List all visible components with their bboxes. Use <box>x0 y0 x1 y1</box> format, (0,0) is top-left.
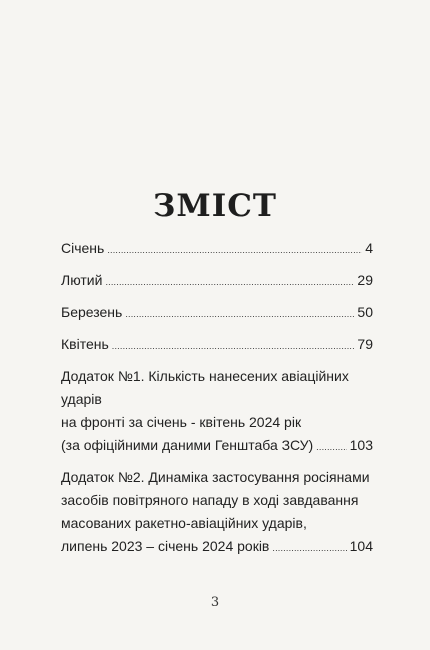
toc-entry-appendix-2[interactable] <box>61 466 373 560</box>
toc-entry-line: засобів повітряного нападу в ході завдавання <box>61 492 359 508</box>
toc-entry-line: масованих ракетно-авіаційних ударів, <box>61 515 307 531</box>
toc-entry-page: 50 <box>357 304 373 320</box>
toc-entry-label: Січень <box>61 240 105 256</box>
toc-entry-page: 29 <box>357 272 373 288</box>
dot-leader <box>112 335 355 358</box>
page-number: 3 <box>210 595 220 610</box>
dot-leader <box>316 436 346 459</box>
toc-entry-label: Квітень <box>61 336 109 352</box>
toc-entry-april[interactable] <box>61 333 373 358</box>
toc-entry-line: Додаток №2. Динаміка застосування росіянами <box>61 469 370 485</box>
toc-entry-line: на фронті за січень - квітень 2024 рік <box>61 414 302 430</box>
dot-leader <box>107 239 362 262</box>
table-of-contents <box>61 237 373 567</box>
toc-entry-label: (за офіційними даними Генштаба ЗСУ) <box>61 437 314 453</box>
toc-entry-page: 79 <box>357 336 373 352</box>
toc-entry-january[interactable] <box>61 237 373 262</box>
toc-entry-label: Лютий <box>61 272 103 288</box>
toc-entry-february[interactable] <box>61 269 373 294</box>
dot-leader <box>272 537 346 560</box>
toc-entry-appendix-1[interactable] <box>61 365 373 459</box>
toc-entry-page: 104 <box>349 538 373 554</box>
dot-leader <box>105 271 354 294</box>
toc-entry-label: липень 2023 – січень 2024 років <box>61 538 270 554</box>
toc-entry-line: Додаток №1. Кількість нанесених авіаційних ударів <box>61 368 349 407</box>
toc-entry-label: Березень <box>61 304 123 320</box>
toc-entry-page: 4 <box>365 240 373 256</box>
toc-entry-page: 103 <box>349 437 373 453</box>
page-title: ЗМІСТ <box>153 188 277 224</box>
toc-entry-march[interactable] <box>61 301 373 326</box>
dot-leader <box>125 303 354 326</box>
